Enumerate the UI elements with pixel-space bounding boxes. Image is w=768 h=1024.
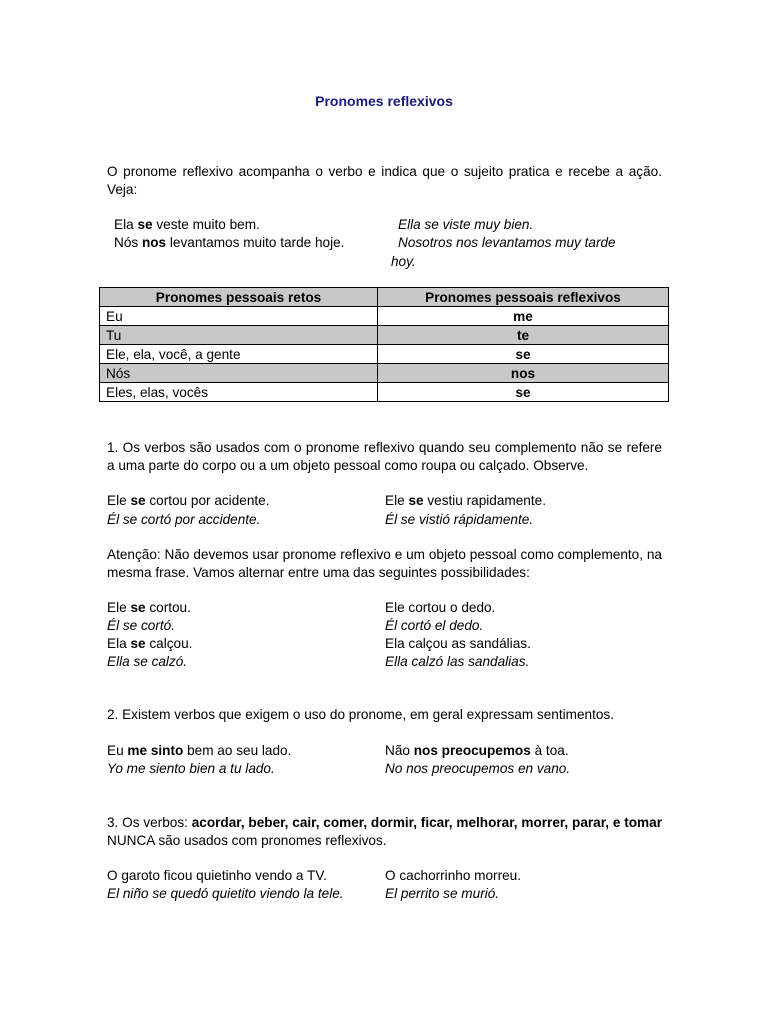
section-2-example-right: Não nos preocupemos à toa. — [385, 743, 569, 758]
example-pt-1: Ela se veste muito bem. — [114, 217, 260, 232]
attention-translation-right: Él cortó el dedo. — [385, 618, 484, 633]
section-3-translation-right: El perrito se murió. — [385, 886, 500, 901]
table-cell: Tu — [100, 326, 378, 345]
example-es-2: Nosotros nos levantamos muy tarde — [398, 235, 616, 250]
attention-example-left: Ele se cortou. — [107, 600, 191, 615]
section-2-example-left: Eu me sinto bem ao seu lado. — [107, 743, 292, 758]
attention-example-right: Ele cortou o dedo. — [385, 600, 496, 615]
attention-paragraph: Atenção: Não devemos usar pronome reflexivo e um objeto pessoal como complemento, na mesma frase. Vamos alternar entre uma das seguintes possibilidades: — [107, 547, 662, 580]
table-row — [100, 364, 669, 383]
section-1-translation-right: Él se vistió rápidamente. — [385, 512, 534, 527]
table-cell: nos — [378, 364, 669, 383]
attention-translation-right: Ella calzó las sandalias. — [385, 654, 530, 669]
table-header: Pronomes pessoais retos — [100, 288, 378, 307]
pronoun-table — [99, 287, 669, 402]
section-3-example-right: O cachorrinho morreu. — [385, 868, 521, 883]
section-3-translation-left: El niño se quedó quietito viendo la tele. — [107, 886, 344, 901]
attention-translation-left: Ella se calzó. — [107, 654, 188, 669]
section-3-example-left: O garoto ficou quietinho vendo a TV. — [107, 868, 327, 883]
table-row — [100, 383, 669, 402]
section-2-paragraph: 2. Existem verbos que exigem o uso do pronome, em geral expressam sentimentos. — [107, 707, 614, 722]
table-cell: Nós — [100, 364, 378, 383]
attention-example-right: Ela calçou as sandálias. — [385, 636, 531, 651]
example-pt-2: Nós nos levantamos muito tarde hoje. — [114, 235, 345, 250]
attention-translation-left: Él se cortó. — [107, 618, 175, 633]
section-1-example-left: Ele se cortou por acidente. — [107, 493, 270, 508]
example-es-2-cont: hoy. — [391, 254, 416, 269]
table-cell: Ele, ela, você, a gente — [100, 345, 378, 364]
table-header-row — [100, 288, 669, 307]
table-row — [100, 345, 669, 364]
table-row — [100, 307, 669, 326]
intro-paragraph: O pronome reflexivo acompanha o verbo e indica que o sujeito pratica e recebe a ação. Veja: — [107, 164, 662, 197]
table-row — [100, 326, 669, 345]
table-cell: me — [378, 307, 669, 326]
section-1-example-right: Ele se vestiu rapidamente. — [385, 493, 546, 508]
table-cell: se — [378, 383, 669, 402]
table-cell: Eu — [100, 307, 378, 326]
section-2-translation-right: No nos preocupemos en vano. — [385, 761, 571, 776]
table-cell: se — [378, 345, 669, 364]
table-cell: Eles, elas, vocês — [100, 383, 378, 402]
example-es-1: Ella se viste muy bien. — [398, 217, 534, 232]
page-title: Pronomes reflexivos — [315, 93, 453, 109]
section-1-paragraph: 1. Os verbos são usados com o pronome reflexivo quando seu complemento não se refere a uma parte do corpo ou a um objeto pessoal como roupa ou calçado. Observe. — [107, 440, 662, 473]
section-1-translation-left: Él se cortó por accidente. — [107, 512, 261, 527]
table-header: Pronomes pessoais reflexivos — [378, 288, 669, 307]
attention-example-left: Ela se calçou. — [107, 636, 193, 651]
section-3-paragraph: 3. Os verbos: acordar, beber, cair, comer, dormir, ficar, melhorar, morrer, parar, e tomar NUNCA são usados com pronomes reflexivos. — [107, 815, 662, 848]
section-2-translation-left: Yo me siento bien a tu lado. — [107, 761, 275, 776]
table-cell: te — [378, 326, 669, 345]
